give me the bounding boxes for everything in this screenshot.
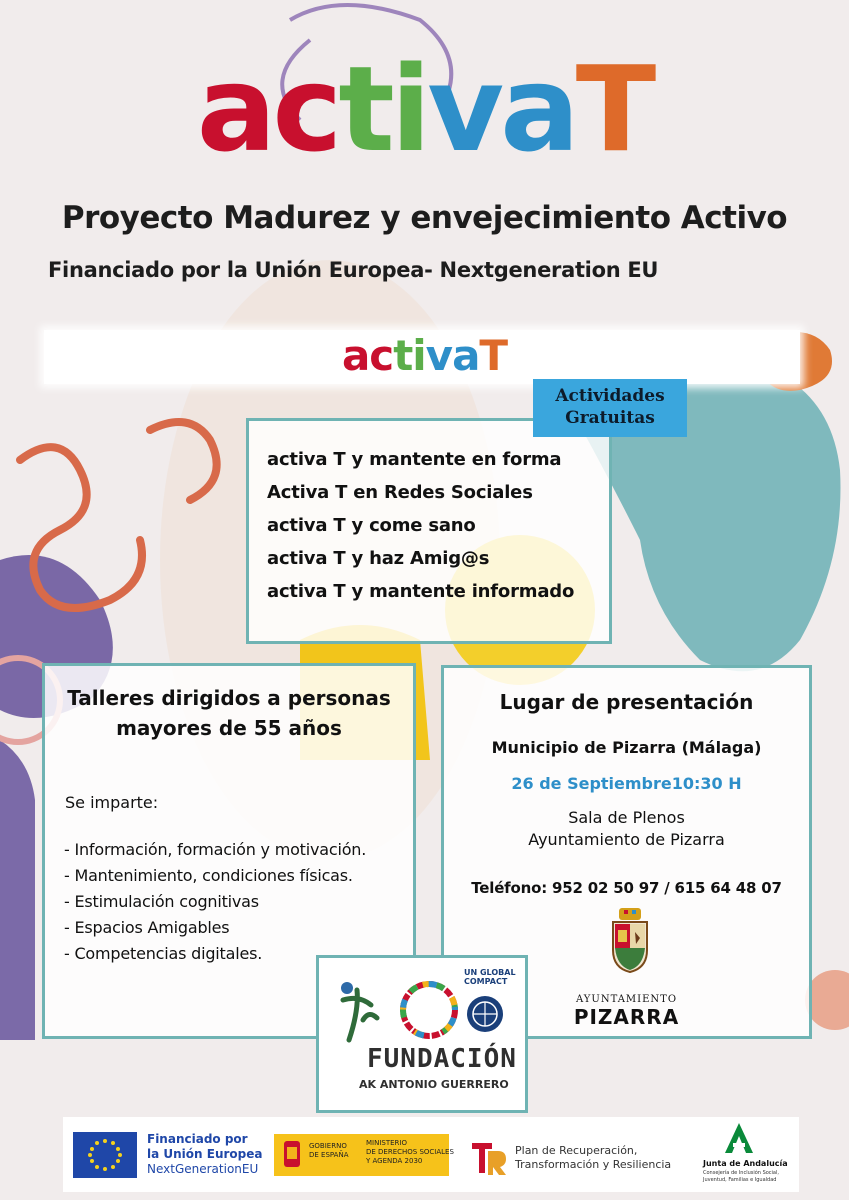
eu-flag-icon: [73, 1132, 137, 1178]
event-date: 26 de Septiembre10:30 H: [511, 774, 742, 793]
phone: Teléfono: 952 02 50 97 / 615 64 48 07: [471, 879, 782, 897]
workshop-item: - Estimulación cognitivas: [64, 892, 259, 911]
activity-item: activa T y come sano: [267, 515, 476, 536]
logo-letter: i: [390, 40, 428, 178]
plan-text: [515, 1144, 671, 1172]
workshops-intro: Se imparte:: [65, 793, 159, 812]
logo-letter: a: [196, 40, 273, 178]
logo-letter: a: [341, 331, 370, 380]
plan-line: Transformación y Resiliencia: [515, 1158, 672, 1171]
free-activities-badge: [533, 379, 687, 437]
venue-line: Ayuntamiento de Pizarra: [528, 830, 725, 849]
ministry-text: [366, 1139, 454, 1166]
activity-item: activa T y mantente informado: [267, 581, 575, 602]
workshops-title-line: mayores de 55 años: [116, 716, 342, 740]
municipality: Municipio de Pizarra (Málaga): [491, 738, 762, 757]
gov-line: DE ESPAÑA: [309, 1151, 349, 1159]
page-title: Proyecto Madurez y envejecimiento Activo: [61, 200, 788, 236]
ministry-line: DE DERECHOS SOCIALES: [366, 1148, 454, 1156]
logo-letter: T: [479, 331, 508, 380]
junta-sub-line: Juventud, Familias e Igualdad: [703, 1177, 777, 1183]
logo-letter: T: [575, 40, 653, 178]
workshop-item: - Competencias digitales.: [64, 944, 263, 963]
logo-letter: t: [393, 331, 413, 380]
page-subtitle: Financiado por la Unión Europea- Nextgeneration EU: [48, 258, 659, 282]
coat-of-arms-icon: [609, 908, 651, 974]
eu-line: NextGenerationEU: [147, 1162, 259, 1176]
eu-line: la Unión Europea: [147, 1147, 263, 1161]
logo-letter: c: [369, 331, 394, 380]
ministry-line: Y AGENDA 2030: [366, 1157, 423, 1165]
logo-letter: v: [425, 331, 453, 380]
logo-letter: i: [412, 331, 426, 380]
venue-line: Sala de Plenos: [568, 808, 685, 827]
eu-text: [147, 1132, 262, 1177]
activity-item: activa T y haz Amig@s: [267, 548, 490, 569]
foundation-logo-box: [316, 955, 528, 1113]
workshops-title-line: Talleres dirigidos a personas: [67, 686, 391, 710]
junta-name: Junta de Andalucía: [703, 1159, 788, 1168]
logo-letter: a: [452, 331, 480, 380]
logo-letter: t: [338, 40, 391, 178]
ministry-line: MINISTERIO: [366, 1139, 407, 1147]
junta-andalucia-icon: [723, 1121, 755, 1155]
junta-sub: [703, 1170, 779, 1184]
compact-label: UN GLOBAL COMPACT: [464, 968, 516, 986]
gov-line: GOBIERNO: [309, 1142, 347, 1150]
workshop-item: - Mantenimiento, condiciones físicas.: [64, 866, 353, 885]
activat-logo: [0, 40, 849, 178]
logo-letter: v: [427, 40, 501, 178]
foundation-subname: AK ANTONIO GUERRERO: [359, 1078, 509, 1091]
activat-logo-small: [0, 331, 849, 380]
activities-box: [246, 418, 612, 644]
plan-line: Plan de Recuperación,: [515, 1144, 638, 1157]
junta-sub-line: Consejería de Inclusión Social,: [703, 1170, 779, 1176]
workshops-title: [45, 683, 413, 743]
logo-letter: c: [272, 40, 339, 178]
eu-line: Financiado por: [147, 1132, 248, 1146]
spain-shield-icon: [281, 1139, 303, 1169]
recovery-plan-icon: [468, 1137, 508, 1177]
badge-line: Gratuitas: [565, 408, 655, 428]
activities-list: [267, 447, 574, 612]
foundation-name: FUNDACIÓN: [367, 1044, 517, 1074]
presentation-heading: Lugar de presentación: [499, 690, 754, 714]
workshops-list: [64, 839, 366, 969]
activity-item: activa T y mantente en forma: [267, 449, 562, 470]
activity-item: Activa T en Redes Sociales: [267, 482, 533, 503]
badge-line: Actividades: [555, 386, 665, 406]
logo-letter: a: [500, 40, 576, 178]
footer-logos: [63, 1117, 799, 1192]
council-name: PIZARRA: [573, 1005, 680, 1029]
gov-text: [309, 1142, 349, 1160]
council-label: AYUNTAMIENTO: [575, 994, 678, 1005]
workshop-item: - Espacios Amigables: [64, 918, 230, 937]
workshop-item: - Información, formación y motivación.: [64, 840, 367, 859]
